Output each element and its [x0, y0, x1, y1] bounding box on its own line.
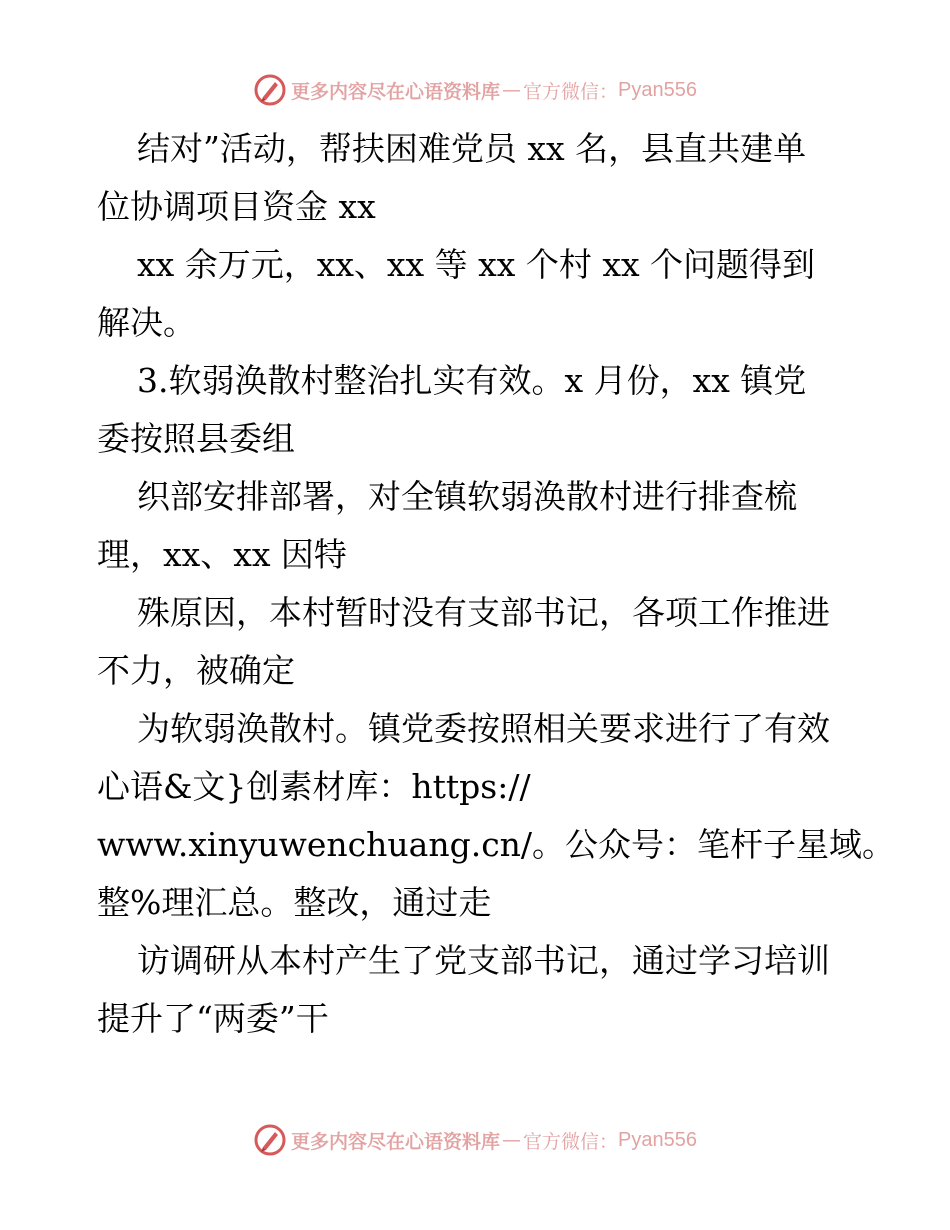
pen-circle-logo-icon	[253, 73, 287, 107]
text-line: 心语&文}创素材库：https://	[97, 767, 531, 806]
banner-wechat-label: 官方微信：	[523, 80, 619, 103]
text-line: 3.软弱涣散村整治扎实有效。x 月份，xx 镇党	[137, 361, 807, 400]
text-line: 结对”活动，帮扶困难党员 xx 名，县直共建单	[137, 129, 807, 168]
banner-wechat-id: Pyan556	[618, 1128, 697, 1151]
banner-separator: —	[502, 1129, 522, 1151]
banner-promo-text: 更多内容尽在心语资料库	[291, 1130, 501, 1153]
text-line: 殊原因，本村暂时没有支部书记，各项工作推进	[137, 593, 830, 632]
text-line: 织部安排部署，对全镇软弱涣散村进行排查梳	[137, 477, 797, 516]
text-line: 提升了“两委”干	[97, 999, 329, 1038]
text-line: 访调研从本村产生了党支部书记，通过学习培训	[137, 941, 830, 980]
banner-promo-text: 更多内容尽在心语资料库	[291, 80, 501, 103]
text-line: 整%理汇总。整改，通过走	[97, 883, 492, 922]
banner-wechat-id: Pyan556	[618, 78, 697, 101]
text-line: xx 余万元，xx、xx 等 xx 个村 xx 个问题得到	[137, 245, 816, 284]
text-line: 委按照县委组	[97, 419, 295, 458]
text-line: 不力，被确定	[97, 651, 295, 690]
text-line: 理，xx、xx 因特	[97, 535, 347, 574]
document-body	[97, 120, 896, 1048]
header-banner	[0, 70, 950, 110]
text-line: 为软弱涣散村。镇党委按照相关要求进行了有效	[137, 709, 830, 748]
text-line: 解决。	[97, 303, 196, 342]
banner-separator: —	[502, 79, 522, 101]
text-line: 位协调项目资金 xx	[97, 187, 376, 226]
text-line: www.xinyuwenchuang.cn/。公众号：笔杆子星域。	[97, 825, 896, 864]
banner-wechat-label: 官方微信：	[523, 1130, 619, 1153]
pen-circle-logo-icon	[253, 1123, 287, 1157]
footer-banner	[0, 1120, 950, 1160]
